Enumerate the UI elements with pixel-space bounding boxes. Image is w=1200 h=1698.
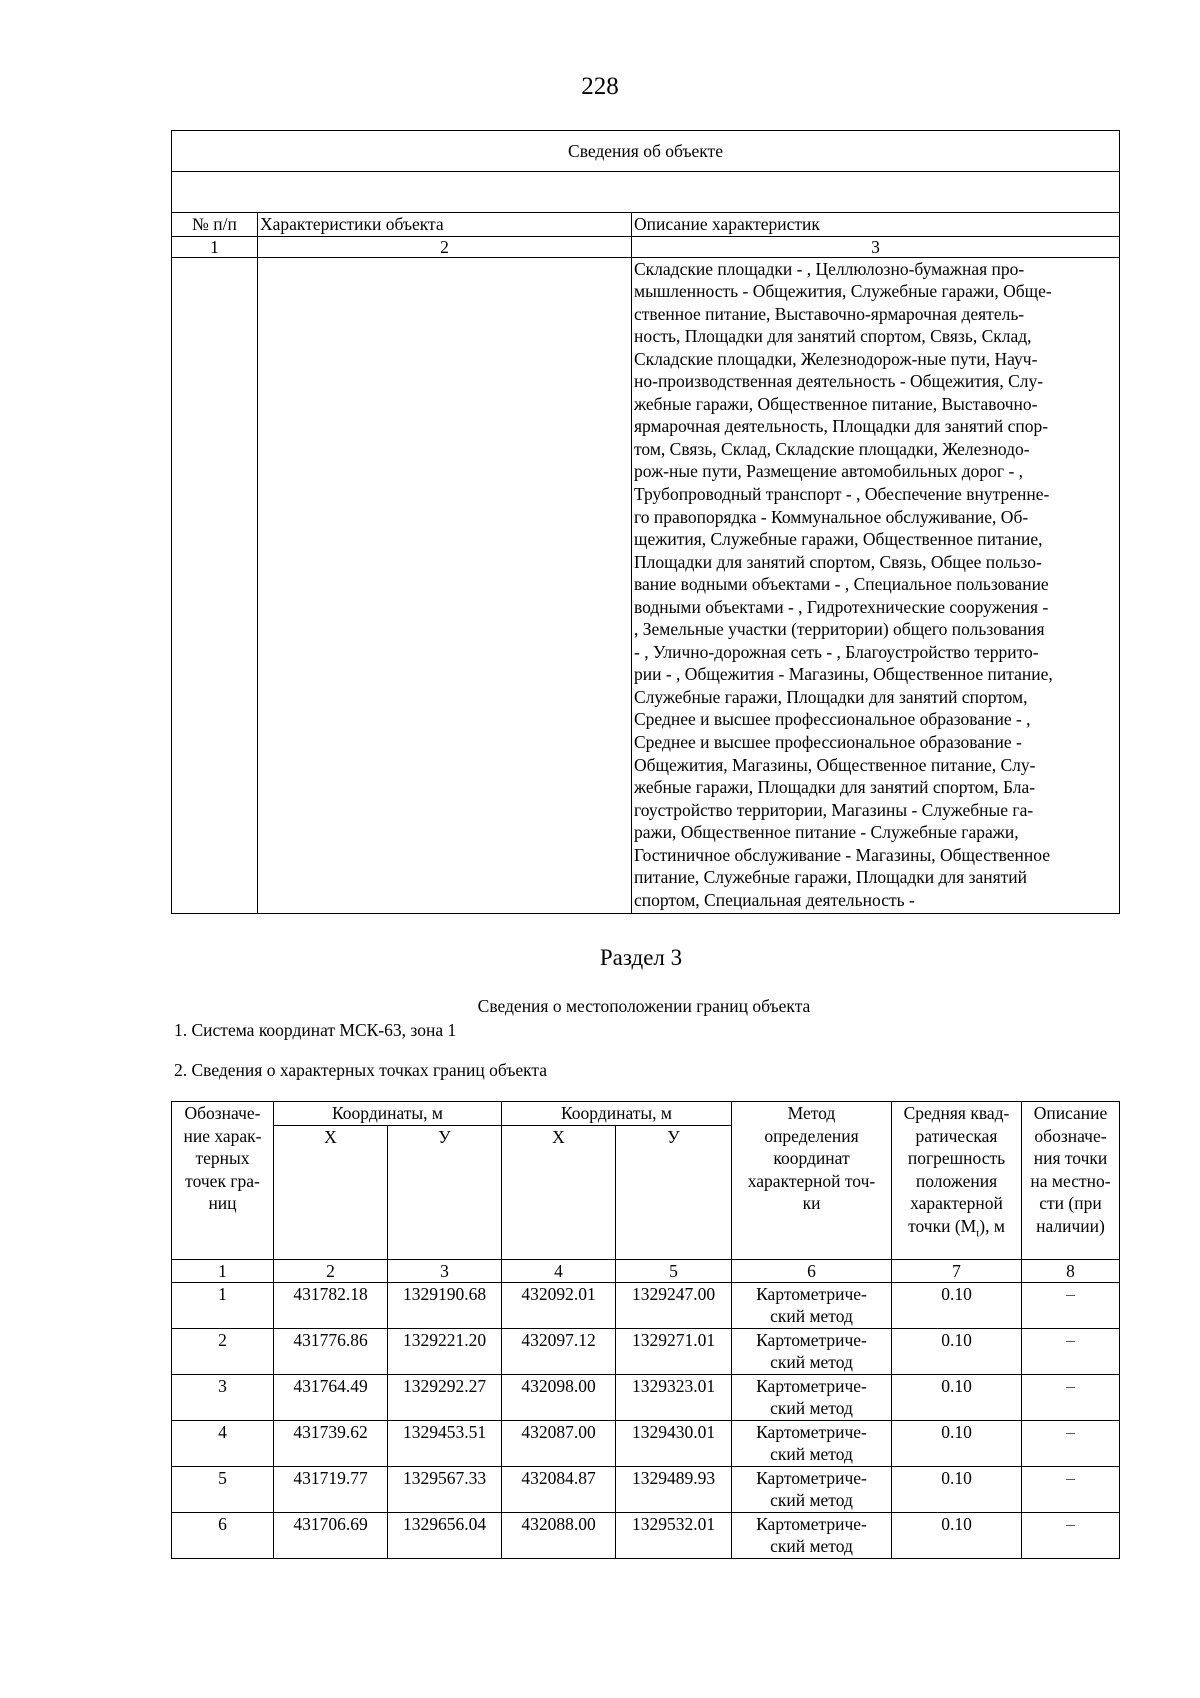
header-method xyxy=(732,1102,892,1260)
coord-x-b: 432098.00 xyxy=(502,1374,616,1420)
object-table-title: Сведения об объекте xyxy=(172,131,1120,172)
method-line: ский метод xyxy=(770,1306,853,1326)
row-number-cell xyxy=(172,257,258,914)
description-line: Трубопроводный транспорт - , Обеспечение внутренне- xyxy=(634,483,1050,504)
coord-x-a: 431764.49 xyxy=(274,1374,388,1420)
method xyxy=(732,1512,892,1558)
description-line: водными объектами - , Гидротехнические сооружения - xyxy=(634,596,1049,617)
page-number: 228 xyxy=(581,73,619,100)
description-line: жебные гаражи, Общественное питание, Выставочно- xyxy=(634,393,1038,414)
header-point-description-line: Описание xyxy=(1033,1103,1108,1123)
description-line: гоустройство территории, Магазины - Служебные га- xyxy=(634,799,1034,820)
point-number: 5 xyxy=(172,1466,274,1512)
description-line: жебные гаражи, Площадки для занятий спортом, Бла- xyxy=(634,777,1036,798)
section-title: Раздел 3 xyxy=(599,945,683,970)
header-method-line: характерной точ- xyxy=(747,1170,876,1191)
header-characteristics: Характеристики объекта xyxy=(258,213,632,237)
method xyxy=(732,1374,892,1420)
boundary-points-heading: 2. Сведения о характерных точках границ объекта xyxy=(174,1060,548,1080)
col-number: 7 xyxy=(892,1259,1022,1282)
coord-y-a: 1329221.20 xyxy=(388,1328,502,1374)
table-row xyxy=(172,1374,1120,1420)
description-line: щежития, Служебные гаражи, Общественное питание, xyxy=(634,529,1043,550)
col-number: 4 xyxy=(502,1259,616,1282)
method-line: Картометриче- xyxy=(756,1467,867,1488)
description-line: том, Связь, Склад, Складские площадки, Железнодо- xyxy=(634,438,1030,459)
coord-x-b: 432087.00 xyxy=(502,1420,616,1466)
description-line: мышленность - Общежития, Служебные гаражи, Обще- xyxy=(634,281,1052,302)
method xyxy=(732,1420,892,1466)
point-number: 1 xyxy=(172,1282,274,1328)
description-line: Среднее и высшее профессиональное образование - xyxy=(634,731,1022,752)
header-error-line: точки (M xyxy=(908,1215,977,1236)
point-description: – xyxy=(1022,1466,1120,1512)
coord-x-b: 432092.01 xyxy=(502,1282,616,1328)
header-method-line: Метод xyxy=(787,1103,836,1123)
description-line: спортом, Специальная деятельность - xyxy=(634,889,915,910)
section-subtitle: Сведения о местоположении границ объекта xyxy=(477,996,811,1016)
header-designation-line: Обозначе- xyxy=(184,1103,261,1123)
boundary-points-table xyxy=(171,1101,1120,1559)
coord-y-b: 1329532.01 xyxy=(616,1512,732,1558)
header-coords-a: Координаты, м xyxy=(274,1102,502,1126)
header-x-b: Х xyxy=(502,1125,616,1259)
col-number: 2 xyxy=(274,1259,388,1282)
method-line: ский метод xyxy=(770,1352,853,1372)
method-line: Картометриче- xyxy=(756,1329,867,1350)
col-number: 6 xyxy=(732,1259,892,1282)
error-value: 0.10 xyxy=(892,1374,1022,1420)
description-line: Складские площадки, Железнодорож-ные пути, Науч- xyxy=(634,348,1038,369)
coord-x-a: 431706.69 xyxy=(274,1512,388,1558)
col-number-3: 3 xyxy=(632,236,1120,257)
header-error-line: погрешность xyxy=(907,1148,1006,1168)
header-method-line: ки xyxy=(802,1193,821,1213)
description-line: , Земельные участки (территории) общего пользования xyxy=(634,619,1045,640)
error-value: 0.10 xyxy=(892,1328,1022,1374)
col-number-2: 2 xyxy=(258,236,632,257)
description-line: ность, Площадки для занятий спортом, Связь, Склад, xyxy=(634,326,1032,347)
table-row xyxy=(172,1282,1120,1328)
header-x-a: Х xyxy=(274,1125,388,1259)
description-line: - , Улично-дорожная сеть - , Благоустройство террито- xyxy=(634,641,1039,662)
coord-x-a: 431782.18 xyxy=(274,1282,388,1328)
point-number: 6 xyxy=(172,1512,274,1558)
coord-y-b: 1329430.01 xyxy=(616,1420,732,1466)
description-line: го правопорядка - Коммунальное обслуживание, Об- xyxy=(634,506,1029,527)
coord-y-a: 1329292.27 xyxy=(388,1374,502,1420)
point-description: – xyxy=(1022,1374,1120,1420)
method-line: Картометриче- xyxy=(756,1513,867,1534)
header-error-line: ратическая xyxy=(915,1125,998,1146)
method-line: ский метод xyxy=(770,1444,853,1464)
header-point-description-line: наличии) xyxy=(1036,1215,1105,1236)
coord-y-a: 1329453.51 xyxy=(388,1420,502,1466)
col-number: 3 xyxy=(388,1259,502,1282)
description-line: рии - , Общежития - Магазины, Общественное питание, xyxy=(634,664,1053,685)
point-number: 2 xyxy=(172,1328,274,1374)
point-description: – xyxy=(1022,1282,1120,1328)
description-line: Служебные гаражи, Площадки для занятий спортом, xyxy=(634,686,1028,707)
description-line: Площадки для занятий спортом, Связь, Общее пользо- xyxy=(634,551,1042,572)
error-value: 0.10 xyxy=(892,1282,1022,1328)
description-line: ственное питание, Выставочно-ярмарочная деятель- xyxy=(634,303,1025,324)
point-number: 4 xyxy=(172,1420,274,1466)
coord-x-a: 431739.62 xyxy=(274,1420,388,1466)
point-description: – xyxy=(1022,1328,1120,1374)
description-line: питание, Служебные гаражи, Площадки для занятий xyxy=(634,867,1028,888)
method-line: ский метод xyxy=(770,1490,853,1510)
description-line: рож-ные пути, Размещение автомобильных дорог - , xyxy=(634,461,1024,482)
table-row xyxy=(172,1512,1120,1558)
coord-y-b: 1329271.01 xyxy=(616,1328,732,1374)
header-error xyxy=(892,1102,1022,1260)
table-row xyxy=(172,1328,1120,1374)
description-cell xyxy=(632,257,1120,914)
header-point-description-line: сти (при xyxy=(1039,1193,1102,1213)
header-error-line: Средняя квад- xyxy=(903,1103,1010,1123)
header-y-a: У xyxy=(388,1125,502,1259)
coord-x-b: 432084.87 xyxy=(502,1466,616,1512)
header-description: Описание характеристик xyxy=(632,213,1120,237)
col-number: 5 xyxy=(616,1259,732,1282)
col-number-1: 1 xyxy=(172,236,258,257)
coord-y-b: 1329323.01 xyxy=(616,1374,732,1420)
method xyxy=(732,1466,892,1512)
method xyxy=(732,1282,892,1328)
header-method-line: определения xyxy=(764,1125,859,1146)
table-row xyxy=(172,1466,1120,1512)
coord-y-a: 1329567.33 xyxy=(388,1466,502,1512)
description-line: Гостиничное обслуживание - Магазины, Общественное xyxy=(634,844,1051,865)
method-line: Картометриче- xyxy=(756,1283,867,1304)
header-error-line: характерной xyxy=(910,1193,1003,1213)
header-designation xyxy=(172,1102,274,1260)
description-line: но-производственная деятельность - Общежития, Слу- xyxy=(634,371,1044,392)
object-table-blank-row xyxy=(172,172,1120,213)
method xyxy=(732,1328,892,1374)
description-line: ярмарочная деятельность, Площадки для занятий спор- xyxy=(634,416,1049,437)
coord-y-b: 1329489.93 xyxy=(616,1466,732,1512)
coord-y-a: 1329656.04 xyxy=(388,1512,502,1558)
header-error-line: положения xyxy=(915,1170,998,1191)
coord-y-a: 1329190.68 xyxy=(388,1282,502,1328)
method-line: ский метод xyxy=(770,1536,853,1556)
header-point-description xyxy=(1022,1102,1120,1260)
col-number: 8 xyxy=(1022,1259,1120,1282)
coord-y-b: 1329247.00 xyxy=(616,1282,732,1328)
object-info-table xyxy=(171,130,1120,914)
header-coords-b: Координаты, м xyxy=(502,1102,732,1126)
point-description: – xyxy=(1022,1512,1120,1558)
coord-x-a: 431776.86 xyxy=(274,1328,388,1374)
coord-x-b: 432097.12 xyxy=(502,1328,616,1374)
header-designation-line: ниц xyxy=(208,1193,237,1213)
header-point-description-line: обозначе- xyxy=(1034,1125,1107,1146)
header-error-subscript: t xyxy=(976,1227,980,1239)
error-value: 0.10 xyxy=(892,1420,1022,1466)
point-number: 3 xyxy=(172,1374,274,1420)
description-line: Общежития, Магазины, Общественное питание, Слу- xyxy=(634,754,1036,775)
coord-x-a: 431719.77 xyxy=(274,1466,388,1512)
header-error-line: ), м xyxy=(979,1215,1005,1236)
header-point-description-line: на местно- xyxy=(1030,1170,1111,1191)
characteristic-cell xyxy=(258,257,632,914)
header-designation-line: ние харак- xyxy=(183,1125,262,1146)
table-row xyxy=(172,1420,1120,1466)
error-value: 0.10 xyxy=(892,1512,1022,1558)
description-line: Складские площадки - , Целлюлозно-бумажная про- xyxy=(634,258,1025,279)
header-y-b: У xyxy=(616,1125,732,1259)
col-number: 1 xyxy=(172,1259,274,1282)
method-line: Картометриче- xyxy=(756,1375,867,1396)
method-line: ский метод xyxy=(770,1398,853,1418)
coordinate-system-line: 1. Система координат МСК-63, зона 1 xyxy=(174,1020,457,1040)
header-designation-line: терных xyxy=(195,1148,250,1168)
description-line: вание водными объектами - , Специальное пользование xyxy=(634,574,1049,595)
description-line: ражи, Общественное питание - Служебные гаражи, xyxy=(634,822,1019,843)
header-point-description-line: ния точки xyxy=(1033,1148,1108,1168)
header-number: № п/п xyxy=(172,213,258,237)
description-line: Среднее и высшее профессиональное образование - , xyxy=(634,709,1031,730)
error-value: 0.10 xyxy=(892,1466,1022,1512)
point-description: – xyxy=(1022,1420,1120,1466)
method-line: Картометриче- xyxy=(756,1421,867,1442)
header-designation-line: точек гра- xyxy=(185,1170,260,1191)
coord-x-b: 432088.00 xyxy=(502,1512,616,1558)
header-method-line: координат xyxy=(773,1148,850,1168)
